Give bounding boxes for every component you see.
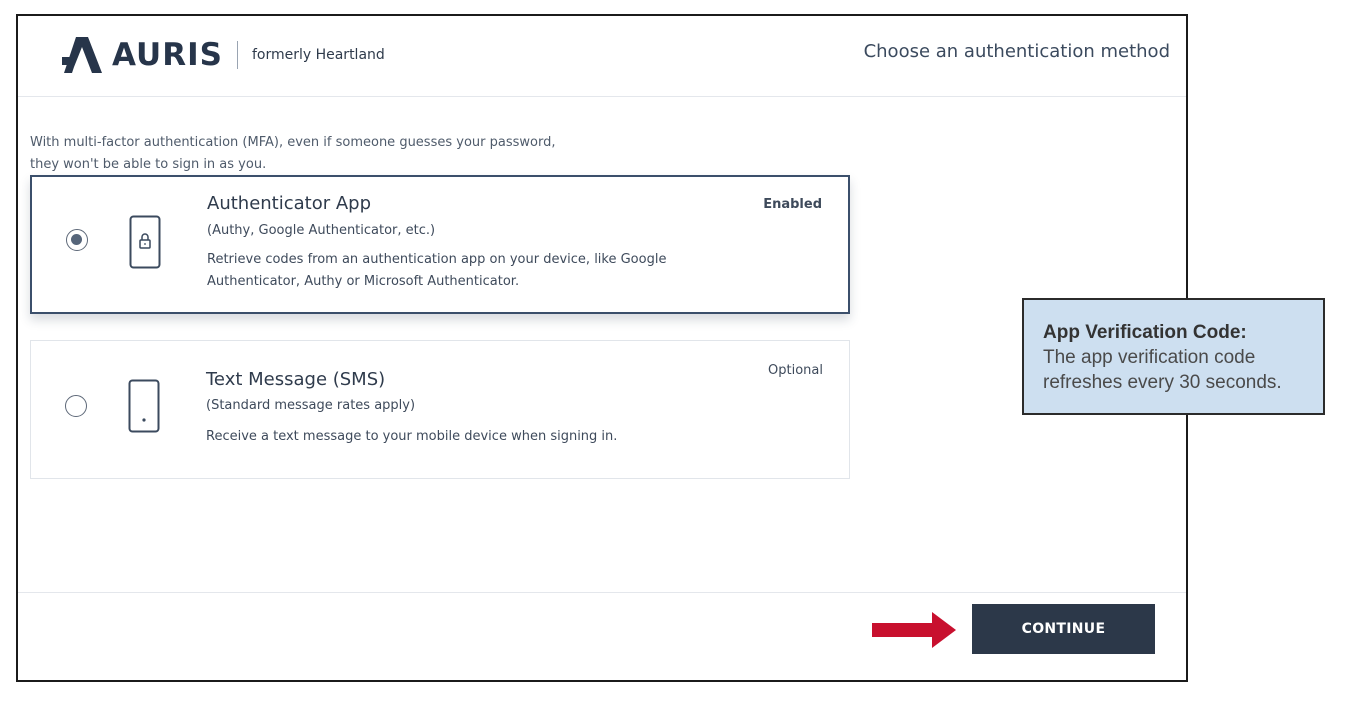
brand-subtitle: formerly Heartland (251, 47, 385, 63)
intro-line-1: With multi-factor authentication (MFA), even if someone guesses your password, (30, 135, 556, 150)
callout-body-line-1: The app verification code (1043, 347, 1256, 368)
continue-button[interactable]: CONTINUE (972, 604, 1155, 654)
radio-authenticator-app[interactable] (66, 229, 88, 251)
status-badge: Optional (768, 363, 823, 378)
option-title: Text Message (SMS) (206, 369, 386, 390)
header (18, 16, 1186, 97)
radio-text-message[interactable] (65, 395, 87, 417)
auris-logo (62, 37, 385, 73)
auris-logo-mark-icon (62, 37, 106, 73)
brand-name: AURIS (112, 37, 223, 73)
callout-title: App Verification Code: (1043, 322, 1247, 343)
footer-divider (18, 592, 1186, 593)
option-description-line-1: Receive a text message to your mobile device when signing in. (206, 429, 618, 444)
option-text-message[interactable] (30, 340, 850, 479)
intro-line-2: they won't be able to sign in as you. (30, 157, 267, 172)
callout-body-line-2: refreshes every 30 seconds. (1043, 372, 1282, 393)
auth-method-window (16, 14, 1188, 682)
option-subtitle: (Standard message rates apply) (206, 398, 416, 413)
option-description-line-1: Retrieve codes from an authentication app on your device, like Google (207, 252, 667, 267)
mobile-phone-icon (128, 379, 160, 433)
option-title: Authenticator App (207, 193, 372, 214)
option-subtitle: (Authy, Google Authenticator, etc.) (207, 223, 436, 238)
logo-divider (237, 41, 238, 69)
callout-annotation (1022, 298, 1325, 415)
option-description (206, 426, 726, 448)
lock-phone-icon (129, 215, 161, 269)
option-authenticator-app[interactable] (30, 175, 850, 314)
arrow-right-icon (872, 612, 956, 648)
page-title: Choose an authentication method (863, 41, 1170, 62)
status-badge: Enabled (763, 197, 822, 212)
option-description (207, 249, 727, 293)
option-description-line-2: Authenticator, Authy or Microsoft Authenticator. (207, 274, 520, 289)
intro-text (30, 132, 650, 176)
radio-selected-dot (71, 234, 82, 245)
